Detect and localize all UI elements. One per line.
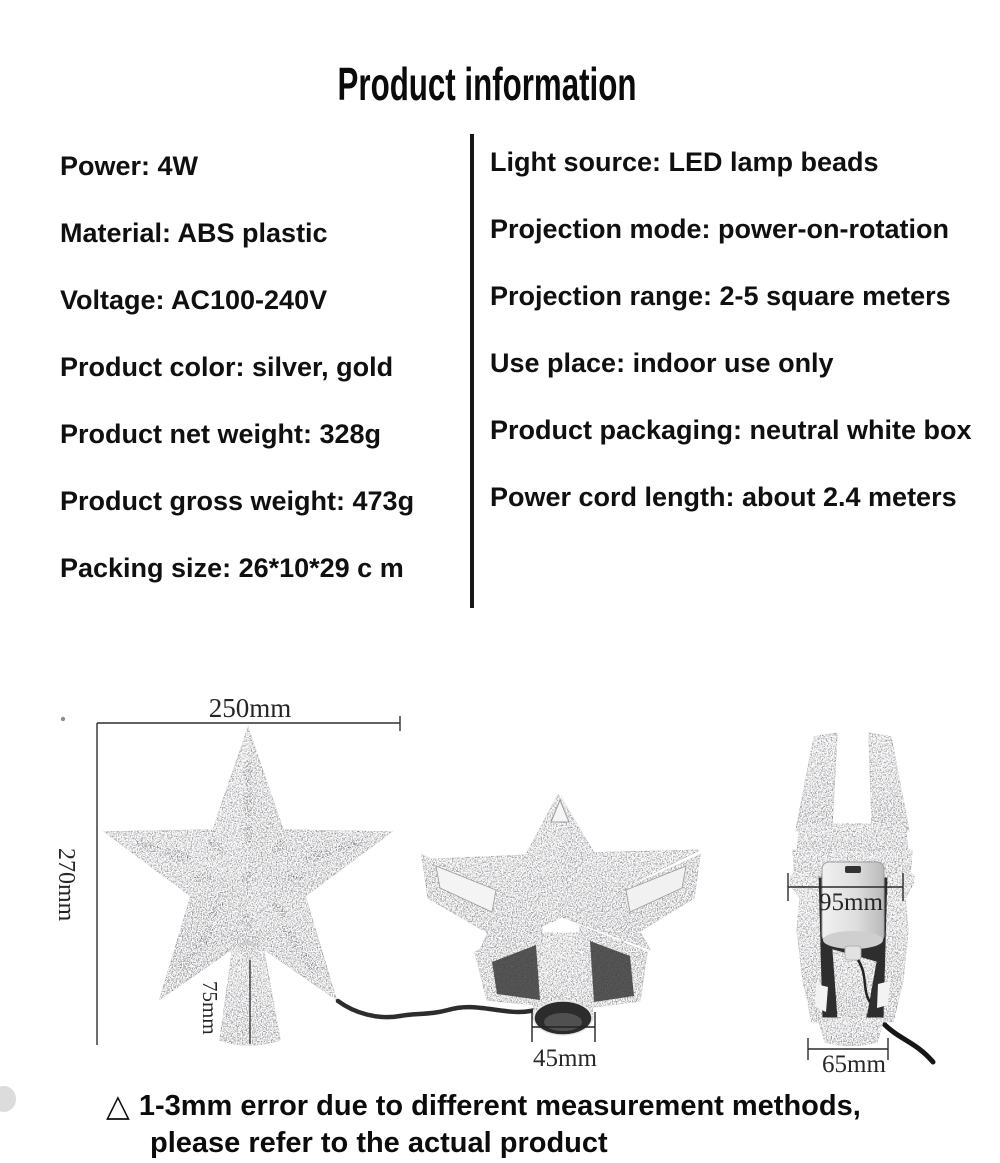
frame-gap-right	[877, 981, 890, 1008]
dimension-label-motor-width: 95mm	[819, 889, 883, 916]
dimension-label-base-width: 65mm	[822, 1051, 886, 1078]
tube-mouth-inner	[544, 1013, 582, 1031]
front-view-figure	[61, 716, 400, 1045]
note-text-1: 1-3mm error due to different measurement methods,	[138, 1090, 861, 1122]
right-prong	[869, 733, 909, 831]
spec-item: Product color: silver, gold	[60, 352, 394, 382]
spec-item: Voltage: AC100-240V	[60, 285, 328, 315]
star-front-body	[105, 728, 391, 1045]
bottom-view-figure	[419, 790, 702, 1042]
spec-item: Light source: LED lamp beads	[490, 147, 879, 177]
dimension-label-star-width: 250mm	[208, 693, 292, 723]
spec-item: Product net weight: 328g	[60, 419, 382, 449]
triangle-icon: △	[106, 1088, 130, 1123]
spec-item: Power cord length: about 2.4 meters	[490, 482, 957, 512]
power-cord	[338, 1001, 542, 1017]
base-cylinder	[818, 1018, 884, 1046]
dimension-label-tube-diameter: 45mm	[533, 1045, 597, 1072]
spec-item: Packing size: 26*10*29 c m	[60, 553, 404, 583]
measurement-note	[106, 1086, 861, 1162]
right-wall	[884, 872, 914, 1022]
note-line-1	[106, 1086, 861, 1125]
left-prong	[796, 733, 837, 831]
spec-item: Projection mode: power-on-rotation	[490, 214, 949, 244]
crossbar	[797, 824, 908, 853]
spec-item: Power: 4W	[60, 151, 199, 181]
spec-item: Material: ABS plastic	[60, 218, 328, 248]
motor-slot	[845, 866, 861, 873]
stray-dot	[61, 717, 65, 721]
note-line-2: please refer to the actual product	[150, 1127, 608, 1159]
spec-item: Projection range: 2-5 square meters	[490, 281, 951, 311]
spec-item: Use place: indoor use only	[490, 348, 834, 378]
star-bottom-body	[419, 790, 702, 1034]
dimension-label-star-height: 270mm	[53, 848, 79, 922]
frame-gap-left	[815, 984, 828, 1012]
power-cord-right	[884, 1024, 933, 1062]
motor-nub	[845, 946, 861, 960]
spec-item: Product gross weight: 473g	[60, 486, 415, 516]
dimension-label-stem-height: 75mm	[198, 981, 222, 1035]
spec-item: Product packaging: neutral white box	[490, 415, 972, 445]
page-title: Product information	[337, 58, 637, 110]
